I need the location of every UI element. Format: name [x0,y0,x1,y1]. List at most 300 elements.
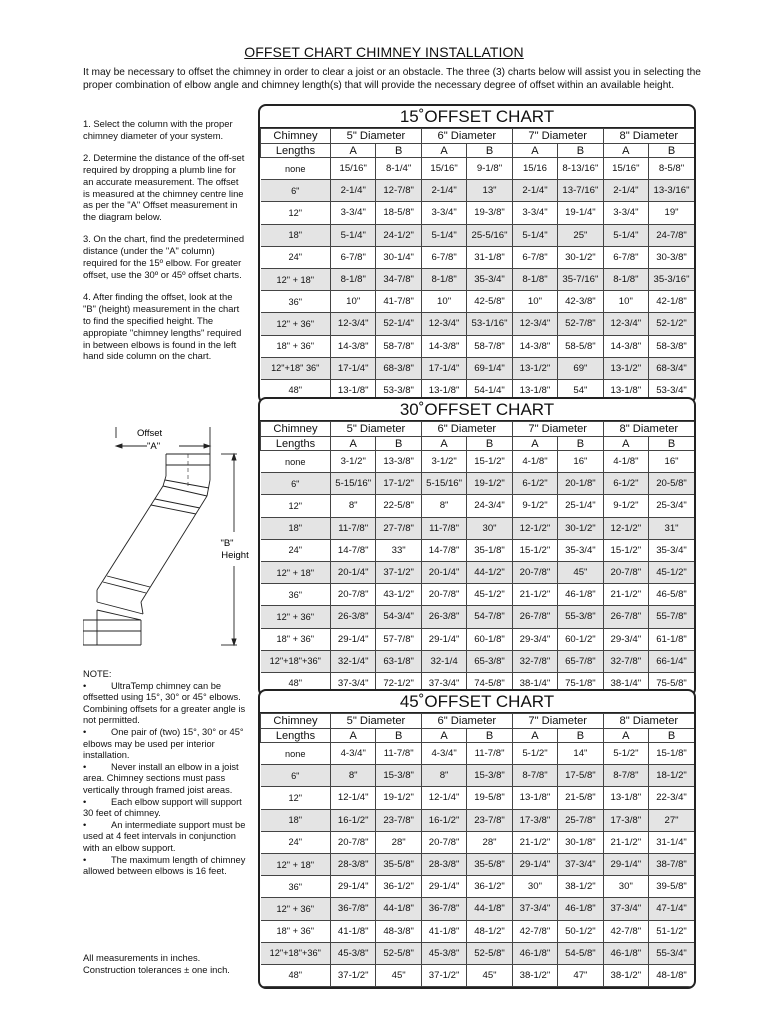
value-cell: 45" [376,964,421,986]
table-row [261,831,695,853]
offset-table [260,421,694,695]
value-cell: 2-1/4" [603,180,648,202]
value-cell: 20-7/8" [603,561,648,583]
value-cell: 52-1/2" [649,313,694,335]
value-cell: 37-3/4" [331,672,376,694]
step-1: 1. Select the column with the proper chimney diameter of your system. [83,118,233,141]
diameter-header: 5" Diameter [331,422,422,437]
value-cell: 24-7/8" [649,224,694,246]
value-cell: 65-3/8" [467,650,512,672]
value-cell: 12-1/4" [421,787,466,809]
value-cell: 52-5/8" [467,942,512,964]
value-cell: 38-1/2" [512,964,557,986]
value-cell: 28" [467,831,512,853]
col-b-header: B [649,144,694,158]
table-row [261,606,695,628]
value-cell: 19-1/2" [376,787,421,809]
value-cell: 25-7/8" [558,809,603,831]
chart-title: 15˚OFFSET CHART [260,106,694,128]
table-row [261,268,695,290]
value-cell: 36-7/8" [421,898,466,920]
value-cell: 48-3/8" [376,920,421,942]
value-cell: 19-1/2" [467,473,512,495]
value-cell: 37-1/2" [421,964,466,986]
step-3: 3. On the chart, find the predetermined distance (under the "A" column) required for the 15º elbow. For greater offset, use the 30º or 45º offset charts. [83,233,245,280]
subheader-row [261,437,695,451]
value-cell: 30" [603,876,648,898]
diagram-height-label: Height [221,550,249,561]
length-cell: 12"+18"+36" [261,942,331,964]
value-cell: 3-3/4" [512,202,557,224]
value-cell: 15/16" [331,158,376,180]
value-cell: 61-1/8" [649,628,694,650]
value-cell: 58-5/8" [558,335,603,357]
value-cell: 6-7/8" [331,246,376,268]
value-cell: 15/16" [603,158,648,180]
value-cell: 54-3/4" [376,606,421,628]
value-cell: 6-1/2" [603,473,648,495]
value-cell: 5-15/16" [331,473,376,495]
diameter-header: 8" Diameter [603,714,694,729]
value-cell: 12-7/8" [376,180,421,202]
value-cell: 16-1/2" [421,809,466,831]
value-cell: 29-3/4" [512,628,557,650]
col-a-header: A [331,437,376,451]
length-cell: none [261,743,331,765]
value-cell: 27" [649,809,694,831]
value-cell: 37-3/4" [512,898,557,920]
table-row [261,964,695,986]
value-cell: 5-15/16" [421,473,466,495]
value-cell: 29-1/4" [331,628,376,650]
value-cell: 27-7/8" [376,517,421,539]
value-cell: 30" [467,517,512,539]
value-cell: 15-1/8" [649,743,694,765]
note-item: One pair of (two) 15°, 30° or 45° elbows may be used per interior installation. [83,726,244,761]
value-cell: 54" [558,379,603,401]
value-cell: 51-1/2" [649,920,694,942]
length-cell: 18" + 36" [261,628,331,650]
value-cell: 26-7/8" [512,606,557,628]
table-row [261,246,695,268]
diameter-header: 5" Diameter [331,714,422,729]
value-cell: 3-3/4" [603,202,648,224]
value-cell: 46-1/8" [603,942,648,964]
value-cell: 10" [421,291,466,313]
value-cell: 13-1/2" [603,357,648,379]
chart-title: 45˚OFFSET CHART [260,691,694,713]
table-row [261,898,695,920]
value-cell: 11-7/8" [421,517,466,539]
length-cell: 18" [261,809,331,831]
length-cell: 6" [261,765,331,787]
value-cell: 45" [467,964,512,986]
table-row [261,495,695,517]
value-cell: 35-5/8" [467,853,512,875]
value-cell: 23-7/8" [376,809,421,831]
value-cell: 12-1/2" [512,517,557,539]
value-cell: 30-1/2" [558,246,603,268]
diameter-header: 6" Diameter [421,129,512,144]
diameter-header: 7" Diameter [512,422,603,437]
length-cell: 12" [261,787,331,809]
value-cell: 30-1/2" [558,517,603,539]
length-cell: 48" [261,964,331,986]
length-cell: 18" + 36" [261,920,331,942]
value-cell: 19-5/8" [467,787,512,809]
value-cell: 26-7/8" [603,606,648,628]
value-cell: 13-3/8" [376,451,421,473]
col-b-header: B [376,144,421,158]
value-cell: 54-7/8" [467,606,512,628]
value-cell: 18-5/8" [376,202,421,224]
lengths-header: Lengths [261,437,331,451]
value-cell: 35-5/8" [376,853,421,875]
value-cell: 3-3/4" [331,202,376,224]
diameter-header: 8" Diameter [603,422,694,437]
value-cell: 35-3/4" [649,539,694,561]
note-item: An intermediate support must be used at 4 feet intervals in conjunction with an elbow support. [83,819,246,853]
value-cell: 8-13/16" [558,158,603,180]
note-item: Never install an elbow in a joist area. Chimney sections must pass vertically through framed joist areas. [83,761,239,795]
value-cell: 42-7/8" [603,920,648,942]
diameter-header: 5" Diameter [331,129,422,144]
col-b-header: B [558,437,603,451]
value-cell: 12-3/4" [331,313,376,335]
value-cell: 25-3/4" [649,495,694,517]
col-b-header: B [376,729,421,743]
value-cell: 9-1/2" [512,495,557,517]
diagram-offset-a: "A" [147,441,161,452]
value-cell: 58-7/8" [467,335,512,357]
value-cell: 10" [331,291,376,313]
value-cell: 37-1/2" [376,561,421,583]
value-cell: 38-1/2" [603,964,648,986]
col-b-header: B [558,729,603,743]
col-a-header: A [331,144,376,158]
value-cell: 14-7/8" [421,539,466,561]
value-cell: 35-3/4" [558,539,603,561]
value-cell: 5-1/4" [603,224,648,246]
value-cell: 21-1/2" [512,584,557,606]
value-cell: 36-1/2" [376,876,421,898]
value-cell: 17-1/4" [331,357,376,379]
value-cell: 37-3/4" [558,853,603,875]
value-cell: 44-1/2" [467,561,512,583]
value-cell: 35-3/4" [467,268,512,290]
length-cell: 12"+18" 36" [261,357,331,379]
table-row [261,291,695,313]
value-cell: 5-1/4" [331,224,376,246]
value-cell: 45-3/8" [421,942,466,964]
length-cell: 18" + 36" [261,335,331,357]
value-cell: 17-5/8" [558,765,603,787]
table-row [261,180,695,202]
table-row [261,451,695,473]
value-cell: 37-1/2" [331,964,376,986]
step-4: 4. After finding the offset, look at the "B" (height) measurement in the chart to find the specified height. The appropiate "chimney lengths" required in between elbows is found in the left hand side column on the chart. [83,290,242,362]
note-heading: NOTE: [83,669,112,679]
value-cell: 28" [376,831,421,853]
diameter-header: 6" Diameter [421,422,512,437]
value-cell: 58-7/8" [376,335,421,357]
value-cell: 4-3/4" [331,743,376,765]
value-cell: 13-1/8" [603,787,648,809]
value-cell: 13-1/8" [331,379,376,401]
length-cell: 12" [261,495,331,517]
table-row [261,202,695,224]
subheader-row [261,729,695,743]
value-cell: 12-3/4" [421,313,466,335]
col-b-header: B [649,437,694,451]
value-cell: 25-1/4" [558,495,603,517]
length-cell: 6" [261,473,331,495]
value-cell: 3-3/4" [421,202,466,224]
value-cell: 44-1/8" [467,898,512,920]
length-cell: 48" [261,672,331,694]
table-row [261,787,695,809]
value-cell: 6-7/8" [421,246,466,268]
value-cell: 68-3/4" [649,357,694,379]
value-cell: 35-3/16" [649,268,694,290]
value-cell: 12-1/2" [603,517,648,539]
length-cell: 24" [261,831,331,853]
header-row [261,129,695,144]
value-cell: 32-7/8" [603,650,648,672]
value-cell: 46-1/8" [558,898,603,920]
instruction-steps [83,118,245,372]
value-cell: 36-1/2" [467,876,512,898]
value-cell: 28-3/8" [421,853,466,875]
diagram-height-b: "B" [220,538,234,549]
table-row [261,224,695,246]
value-cell: 13-1/8" [421,379,466,401]
col-a-header: A [512,437,557,451]
length-cell: 36" [261,291,331,313]
header-row [261,714,695,729]
length-cell: 36" [261,876,331,898]
value-cell: 2-1/4" [421,180,466,202]
chimney-header: Chimney [261,714,331,729]
value-cell: 19-3/8" [467,202,512,224]
offset-chart-30 [258,397,696,697]
value-cell: 8" [421,765,466,787]
value-cell: 20-1/8" [558,473,603,495]
col-b-header: B [558,144,603,158]
value-cell: 20-7/8" [331,831,376,853]
value-cell: 6-7/8" [603,246,648,268]
value-cell: 8" [421,495,466,517]
value-cell: 8" [331,765,376,787]
value-cell: 42-5/8" [467,291,512,313]
value-cell: 38-1/4" [603,672,648,694]
offset-table [260,713,694,987]
value-cell: 11-7/8" [467,743,512,765]
value-cell: 15-1/2" [512,539,557,561]
value-cell: 20-7/8" [331,584,376,606]
table-row [261,517,695,539]
value-cell: 54-1/4" [467,379,512,401]
length-cell: 12" + 36" [261,313,331,335]
diameter-header: 7" Diameter [512,714,603,729]
value-cell: 55-7/8" [649,606,694,628]
value-cell: 13-1/8" [512,787,557,809]
value-cell: 8-1/8" [421,268,466,290]
note-section: NOTE: • UltraTemp chimney can be offsetted using 15°, 30° or 45° elbows. Combining offsets for a greater angle is not permitted. • One pair of (two) 15°, 30° or 45° elbows may be used per interior installation. • Never install an elbow in a joist area. Chimney sections must pass vertically through framed joist areas. • Each elbow support will support 30 feet of chimney. • An intermediate support must be used at 4 feet intervals in conjunction with an elbow support. • The maximum length of chimney allowed between elbows is 16 feet. [83,669,253,878]
value-cell: 38-7/8" [649,853,694,875]
col-b-header: B [467,437,512,451]
value-cell: 72-1/2" [376,672,421,694]
lengths-header: Lengths [261,144,331,158]
value-cell: 8-5/8" [649,158,694,180]
value-cell: 16" [558,451,603,473]
value-cell: 46-1/8" [512,942,557,964]
value-cell: 75-1/8" [558,672,603,694]
col-a-header: A [512,729,557,743]
value-cell: 13-7/16" [558,180,603,202]
value-cell: 25-5/16" [467,224,512,246]
value-cell: 15-3/8" [376,765,421,787]
value-cell: 22-5/8" [376,495,421,517]
value-cell: 41-7/8" [376,291,421,313]
length-cell: 24" [261,539,331,561]
value-cell: 15-1/2" [467,451,512,473]
value-cell: 30-1/4" [376,246,421,268]
value-cell: 17-3/8" [603,809,648,831]
value-cell: 69" [558,357,603,379]
value-cell: 38-1/4" [512,672,557,694]
value-cell: 8-1/4" [376,158,421,180]
value-cell: 2-1/4" [512,180,557,202]
table-row [261,473,695,495]
col-a-header: A [331,729,376,743]
value-cell: 47" [558,964,603,986]
chimney-header: Chimney [261,129,331,144]
value-cell: 32-1/4 [421,650,466,672]
value-cell: 29-1/4" [512,853,557,875]
length-cell: 12"+18"+36" [261,650,331,672]
value-cell: 45" [558,561,603,583]
value-cell: 14-7/8" [331,539,376,561]
value-cell: 3-1/2" [421,451,466,473]
table-row [261,335,695,357]
value-cell: 5-1/4" [421,224,466,246]
value-cell: 15/16 [512,158,557,180]
value-cell: 58-3/8" [649,335,694,357]
value-cell: 29-3/4" [603,628,648,650]
value-cell: 50-1/2" [558,920,603,942]
value-cell: 34-7/8" [376,268,421,290]
value-cell: 55-3/4" [649,942,694,964]
col-a-header: A [421,729,466,743]
value-cell: 24-3/4" [467,495,512,517]
value-cell: 31-1/4" [649,831,694,853]
value-cell: 26-3/8" [421,606,466,628]
value-cell: 20-1/4" [421,561,466,583]
length-cell: 24" [261,246,331,268]
value-cell: 32-1/4" [331,650,376,672]
note-item: UltraTemp chimney can be offsetted using 15°, 30° or 45° elbows. Combining offsets for a greater angle is not permitted. [83,680,246,726]
value-cell: 17-1/4" [421,357,466,379]
value-cell: 12-3/4" [603,313,648,335]
step-2: 2. Determine the distance of the off-set required by dropping a plumb line for an accurate measurement. The offset is measured at the chimney centre line as per the "A" Offset measurement in the diagram below. [83,151,245,223]
table-row [261,628,695,650]
value-cell: 53-3/4" [649,379,694,401]
length-cell: 12" + 36" [261,898,331,920]
value-cell: 14" [558,743,603,765]
value-cell: 8-7/8" [603,765,648,787]
diameter-header: 7" Diameter [512,129,603,144]
value-cell: 23-7/8" [467,809,512,831]
value-cell: 9-1/8" [467,158,512,180]
value-cell: 60-1/2" [558,628,603,650]
value-cell: 4-1/8" [512,451,557,473]
diameter-header: 8" Diameter [603,129,694,144]
value-cell: 21-1/2" [603,831,648,853]
value-cell: 53-3/8" [376,379,421,401]
value-cell: 29-1/4" [421,876,466,898]
value-cell: 4-3/4" [421,743,466,765]
value-cell: 35-1/8" [467,539,512,561]
value-cell: 13-1/8" [603,379,648,401]
value-cell: 57-7/8" [376,628,421,650]
length-cell: none [261,158,331,180]
value-cell: 37-3/4" [421,672,466,694]
value-cell: 41-1/8" [421,920,466,942]
value-cell: 14-3/8" [603,335,648,357]
value-cell: 17-3/8" [512,809,557,831]
value-cell: 39-5/8" [649,876,694,898]
value-cell: 6-7/8" [512,246,557,268]
value-cell: 25" [558,224,603,246]
diagram-offset-label: Offset [137,428,163,439]
table-row [261,584,695,606]
value-cell: 13-3/16" [649,180,694,202]
value-cell: 52-7/8" [558,313,603,335]
value-cell: 6-1/2" [512,473,557,495]
value-cell: 48-1/8" [649,964,694,986]
page-title: OFFSET CHART CHIMNEY INSTALLATION [244,44,524,60]
footer-measurements: All measurements in inches. [83,952,201,963]
value-cell: 44-1/8" [376,898,421,920]
length-cell: 18" [261,517,331,539]
value-cell: 16" [649,451,694,473]
value-cell: 68-3/8" [376,357,421,379]
length-cell: 18" [261,224,331,246]
value-cell: 20-7/8" [512,561,557,583]
note-item: Each elbow support will support 30 feet of chimney. [83,796,242,819]
table-row [261,876,695,898]
value-cell: 36-7/8" [331,898,376,920]
value-cell: 13-1/8" [512,379,557,401]
value-cell: 46-1/8" [558,584,603,606]
value-cell: 21-1/2" [512,831,557,853]
value-cell: 53-1/16" [467,313,512,335]
value-cell: 19-1/4" [558,202,603,224]
value-cell: 54-5/8" [558,942,603,964]
table-row [261,357,695,379]
chart-title: 30˚OFFSET CHART [260,399,694,421]
offset-chart-45 [258,689,696,989]
value-cell: 45-1/2" [649,561,694,583]
value-cell: 15-1/2" [603,539,648,561]
value-cell: 5-1/4" [512,224,557,246]
table-row [261,809,695,831]
value-cell: 29-1/4" [603,853,648,875]
intro-paragraph: It may be necessary to offset the chimney in order to clear a joist or an obstacle. The three (3) charts below will assist you in selecting the proper combination of elbow angle and chimney length(s) that will provide the necessary degree of offset within an available height. [83,67,701,91]
value-cell: 31" [649,517,694,539]
value-cell: 30-1/8" [558,831,603,853]
